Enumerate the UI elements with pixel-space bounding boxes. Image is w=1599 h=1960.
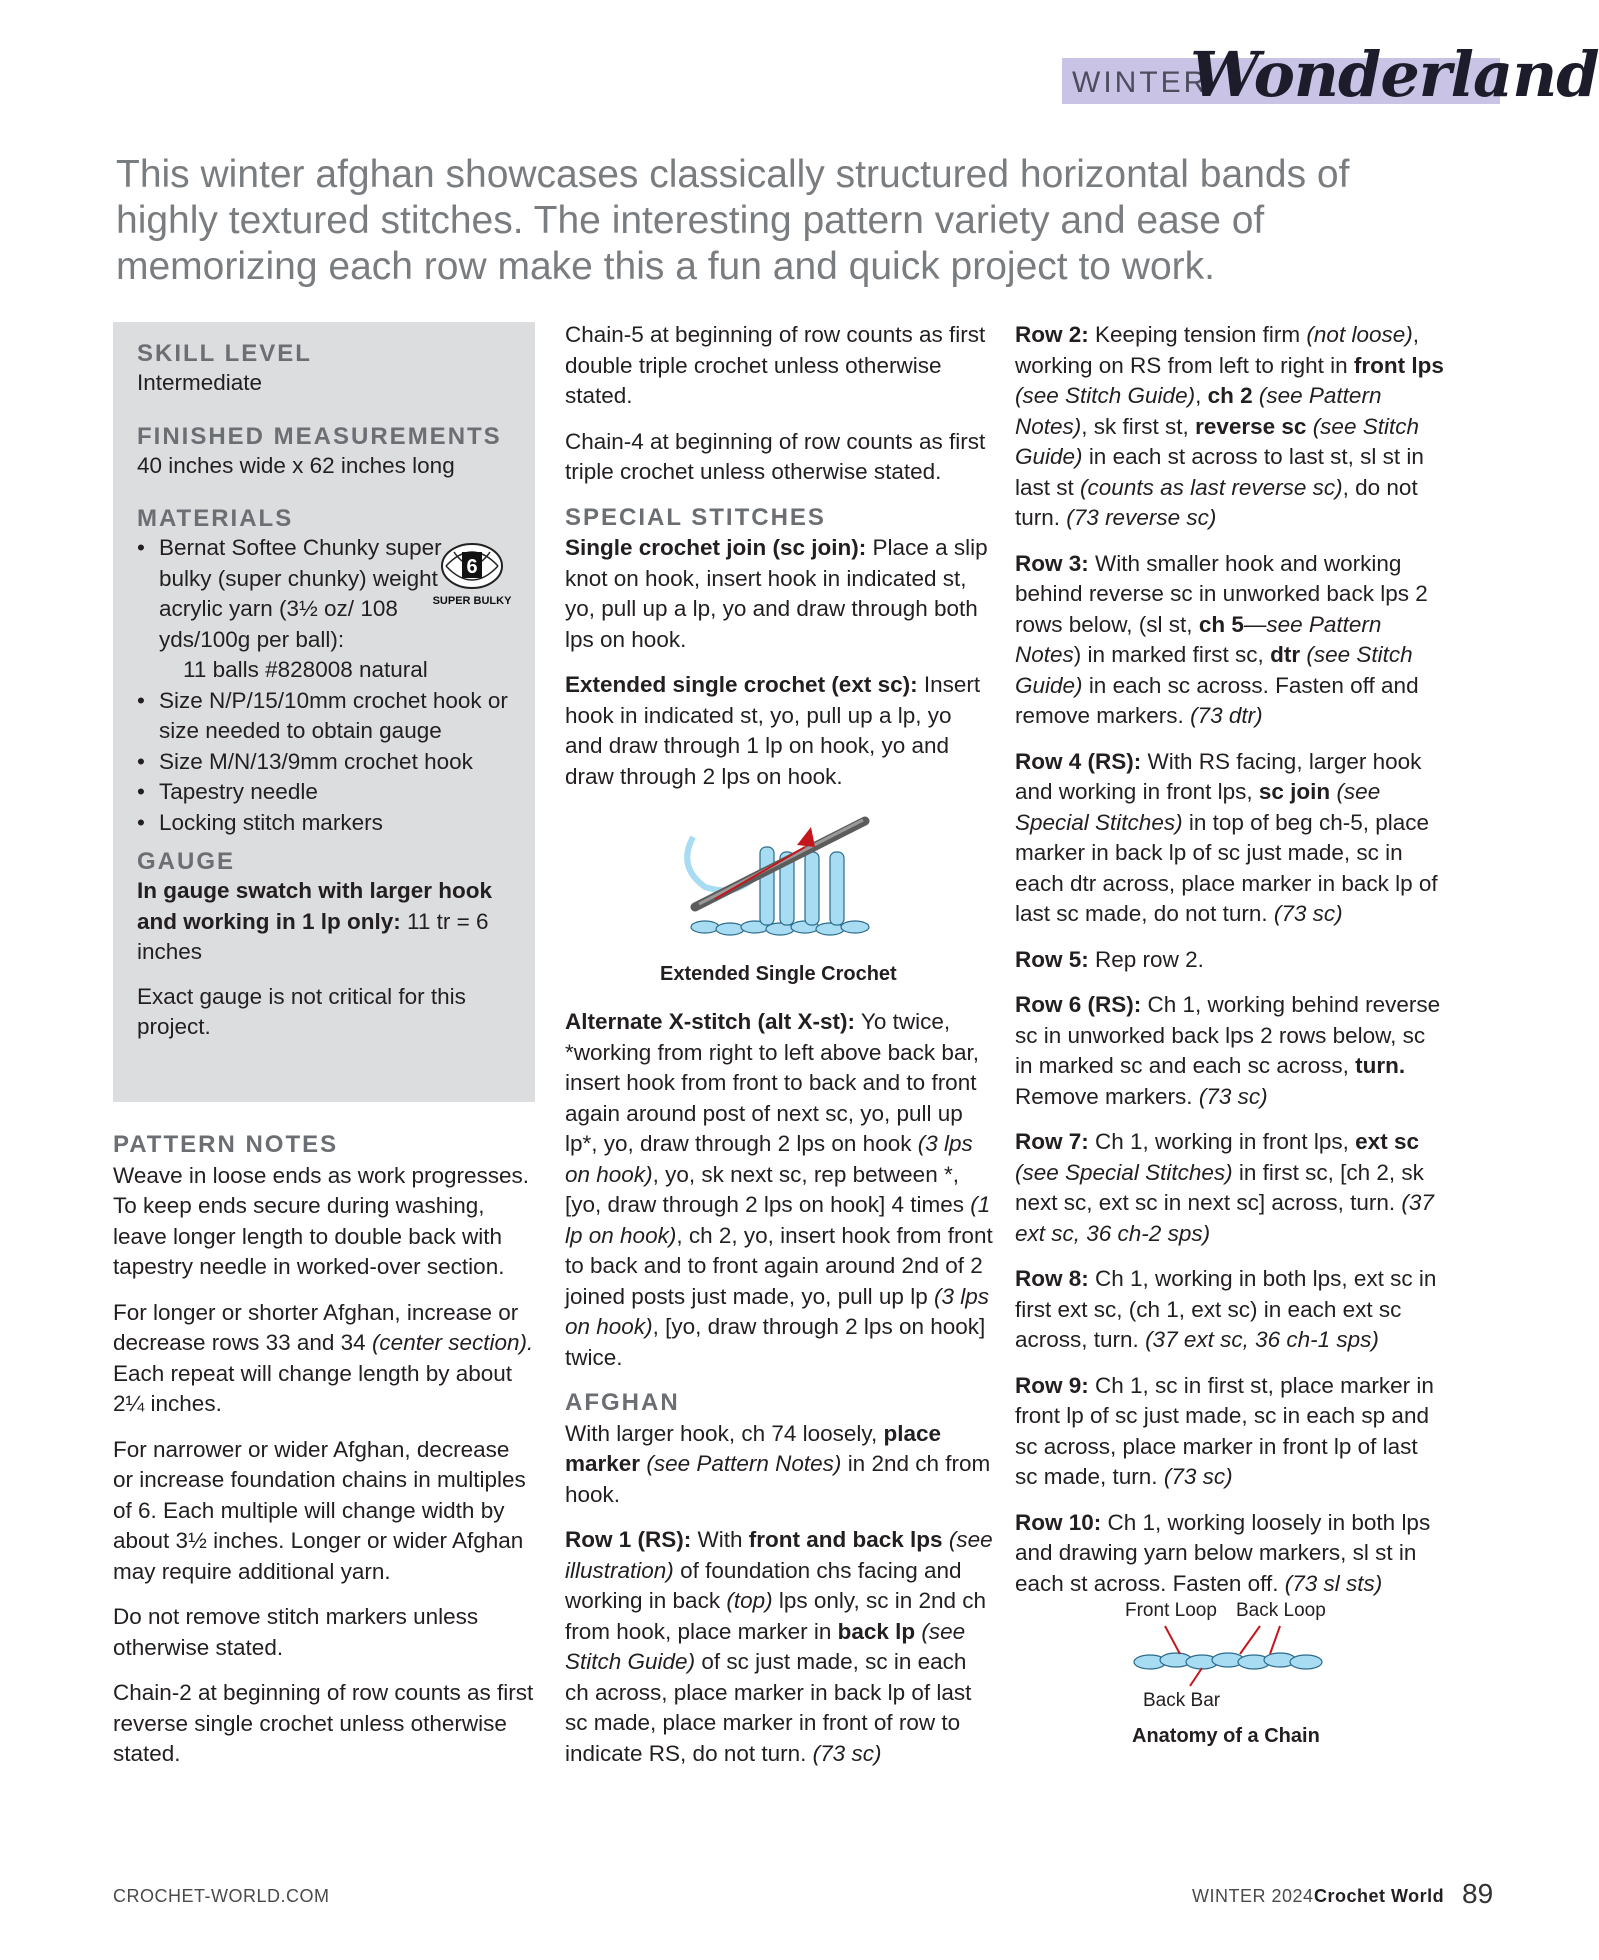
footer-issue: WINTER 2024 [1192,1886,1314,1906]
materials-heading: MATERIALS [137,505,294,532]
row-5-instructions: Row 5: Rep row 2. [1015,946,1204,972]
page-number: 89 [1462,1878,1494,1909]
column-three [1015,320,1445,1614]
skill-level-value: Intermediate [137,370,263,395]
finished-measurements-heading: FINISHED MEASUREMENTS [137,422,502,450]
yarn-weight-number: 6 [466,556,478,578]
pattern-note-paragraph: For narrower or wider Afghan, decrease or increase foundation chains in multiples of 6. Each multiple will change width by about 3½ inches. Longer or wider Afghan may require additional yarn. [113,1436,526,1584]
row-3-instructions: Row 3: With smaller hook and working behind reverse sc in unworked back lps 2 rows below, (sl st, ch 5—see Pattern Notes) in marked first sc, dtr (see Stitch Guide) in each sc across. Fasten off and remove markers. (73 dtr) [1015,550,1428,728]
gauge-text: In gauge swatch with larger hook and working in 1 lp only: 11 tr = 6 inches [137,878,493,964]
pattern-note-paragraph: Chain-2 at beginning of row counts as first reverse single crochet unless otherwise stated. [113,1680,534,1766]
chain-anatomy-illustration [1110,1600,1360,1780]
materials-item: • Bernat Softee Chunky super bulky (super chunky) weight acrylic yarn (3½ oz/ 108 yds/100g per ball): 11 balls #828008 natural [137,533,517,686]
intro-paragraph: This winter afghan showcases classically structured horizontal bands of highly textured stitches. The interesting pattern variety and ease of memorizing each row make this a fun and quick project to work. [116,153,1350,288]
row-9-instructions: Row 9: Ch 1, sc in first st, place marker in front lp of sc just made, sc in each sp and sc across, place marker in front lp of last sc made, turn. (73 sc) [1015,1372,1434,1489]
ext-sc-caption: Extended Single Crochet [660,963,897,985]
pattern-note-paragraph: Do not remove stitch markers unless otherwise stated. [113,1604,479,1660]
back-loop-label: Back Loop [1236,1600,1326,1621]
yarn-weight-label: SUPER BULKY [432,595,512,607]
row-1-instructions: Row 1 (RS): With front and back lps (see illustration) of foundation chs facing and working in back (top) lps only, sc in 2nd ch from hook, place marker in back lp (see Stitch Guide) of sc just made, sc in each ch across, place marker in back lp of last sc made, place marker in front of row to indicate RS, do not turn. (73 sc) [565,1527,993,1766]
afghan-foundation: With larger hook, ch 74 loosely, place marker (see Pattern Notes) in 2nd ch from hook. [565,1420,991,1507]
yarn-weight-icon [432,538,512,610]
ext-sc-illustration [565,807,993,993]
row-4-instructions: Row 4 (RS): With RS facing, larger hook and working in front lps, sc join (see Special Stitches) in top of beg ch-5, place marker in back lp of sc just made, sc in each dtr across, place marker in back lp of last sc made, do not turn. (73 sc) [1015,748,1438,926]
back-bar-label: Back Bar [1143,1690,1221,1711]
footer-website: CROCHET-WORLD.COM [113,1886,330,1906]
gauge-heading: GAUGE [137,848,236,875]
column-two [565,320,993,1784]
sidebar-content [137,340,517,1043]
row-7-instructions: Row 7: Ch 1, working in front lps, ext sc (see Special Stitches) in first sc, [ch 2, sk next sc, ext sc in next sc] across, turn. (37 ext sc, 36 ch-2 sps) [1015,1129,1434,1246]
materials-item: • Tapestry needle [137,777,517,808]
pattern-note-paragraph: For longer or shorter Afghan, increase or decrease rows 33 and 34 (center section). Each repeat will change length by about 2¼ inches. [113,1299,534,1416]
sc-join-definition: Single crochet join (sc join): Place a slip knot on hook, insert hook in indicated st, yo, pull up a lp, yo and draw through both lps on hook. [565,535,988,652]
chain-diagram [1110,1620,1360,1690]
chain4-note: Chain-4 at beginning of row counts as first triple crochet unless otherwise stated. [565,428,986,484]
skill-level-heading: SKILL LEVEL [137,340,312,367]
ext-sc-definition: Extended single crochet (ext sc): Insert hook in indicated st, yo, pull up a lp, yo and draw through 1 lp on hook, yo and draw through 2 lps on hook. [565,672,981,789]
row-6-instructions: Row 6 (RS): Ch 1, working behind reverse sc in unworked back lps 2 rows below, sc in marked sc and each sc across, turn. Remove markers. (73 sc) [1015,992,1441,1109]
gauge-note: Exact gauge is not critical for this project. [137,983,466,1039]
alt-x-stitch-definition: Alternate X-stitch (alt X-st): Yo twice, *working from right to left above back bar, insert hook from front to back and to front again around post of next sc, yo, pull up lp*, yo, draw through 2 lps on hook (3 lps on hook), yo, sk next sc, rep between *, [yo, draw through 2 lps on hook] 4 times (1 lp on hook), ch 2, yo, insert hook from front to back and to front again around 2nd of 2 joined posts just made, yo, pull up lp (3 lps on hook), [yo, draw through 2 lps on hook] twice. [565,1009,993,1370]
front-loop-label: Front Loop [1125,1600,1217,1621]
row-2-instructions: Row 2: Keeping tension firm (not loose), working on RS from left to right in front lps (see Stitch Guide), ch 2 (see Pattern Notes), sk first st, reverse sc (see Stitch Guide) in each st across to last st, sl st in last st (counts as last reverse sc), do not turn. (73 reverse sc) [1015,322,1444,530]
row-8-instructions: Row 8: Ch 1, working in both lps, ext sc in first ext sc, (ch 1, ext sc) in each ext sc across, turn. (37 ext sc, 36 ch-1 sps) [1015,1266,1437,1352]
header-tag-script: Wonderland [1190,38,1599,111]
pattern-note-paragraph: Weave in loose ends as work progresses. To keep ends secure during washing, leave longer length to double back with tapestry needle in worked-over section. [113,1162,530,1279]
finished-measurements-value: 40 inches wide x 62 inches long [137,452,455,478]
footer-magazine: Crochet World [1314,1886,1445,1906]
materials-item: • Size N/P/15/10mm crochet hook or size needed to obtain gauge [137,686,517,747]
chain5-note: Chain-5 at beginning of row counts as first double triple crochet unless otherwise stated. [565,322,986,408]
materials-item: • Locking stitch markers [137,808,517,839]
materials-subitem: 11 balls #828008 natural [183,657,428,682]
pattern-notes-heading: PATTERN NOTES [113,1131,339,1158]
chain-caption: Anatomy of a Chain [1132,1725,1320,1747]
row-10-instructions: Row 10: Ch 1, working loosely in both lps and drawing yarn below markers, sl st in each st across. Fasten off. (73 sl sts) [1015,1509,1431,1596]
pattern-notes-section [113,1130,535,1785]
header-tag-winter: WINTER [1072,66,1209,99]
afghan-heading: AFGHAN [565,1389,680,1416]
special-stitches-heading: SPECIAL STITCHES [565,503,826,531]
materials-item: • Size M/N/13/9mm crochet hook [137,747,517,778]
